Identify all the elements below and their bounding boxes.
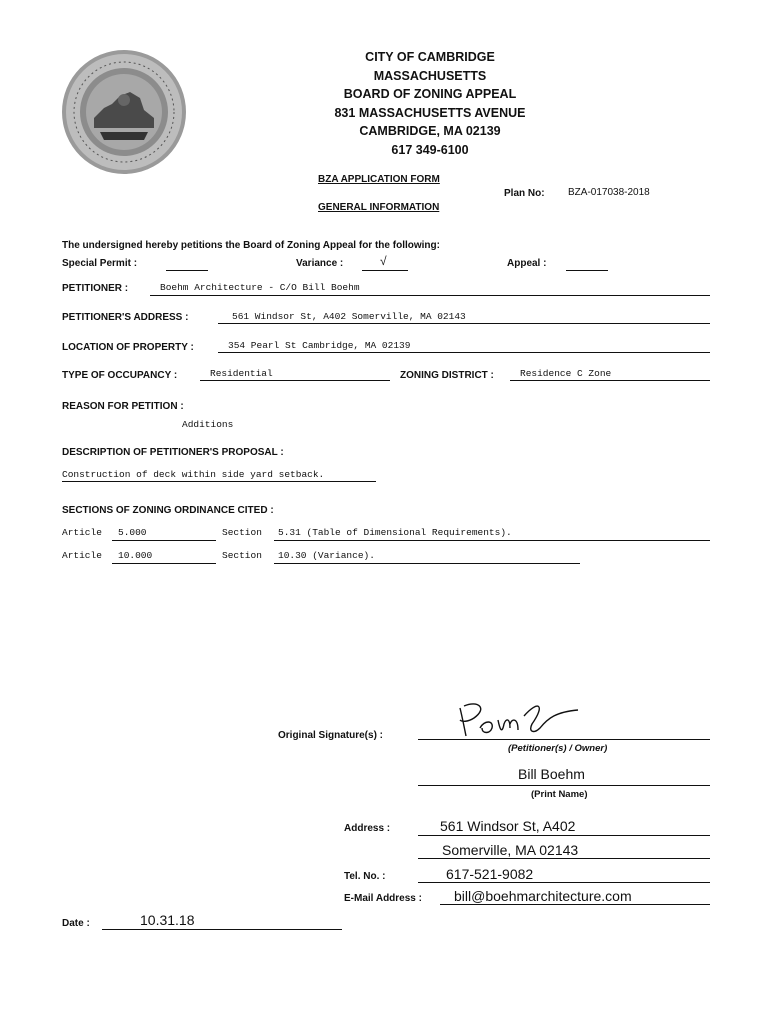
address-label: PETITIONER'S ADDRESS : [62, 312, 189, 323]
location-label: LOCATION OF PROPERTY : [62, 342, 194, 353]
description-value: Construction of deck within side yard setback. [62, 469, 325, 480]
article-label-1: Article [62, 527, 102, 538]
signature-label: Original Signature(s) : [278, 730, 384, 741]
plan-label: Plan No: [504, 188, 545, 199]
district-line [510, 380, 710, 381]
header-board: BOARD OF ZONING APPEAL [343, 87, 517, 101]
tel-line [418, 882, 710, 883]
address-sig-underline1 [418, 835, 710, 836]
header-street: 831 MASSACHUSETTS AVENUE [334, 105, 526, 120]
petition-intro: The undersigned hereby petitions the Board of Zoning Appeal for the following: [62, 240, 440, 251]
address-sig-line1: 561 Windsor St, A402 [440, 818, 576, 834]
occupancy-line [200, 380, 390, 381]
description-label: DESCRIPTION OF PETITIONER'S PROPOSAL : [62, 447, 284, 458]
date-label: Date : [62, 918, 90, 929]
location-value: 354 Pearl St Cambridge, MA 02139 [228, 340, 411, 351]
plan-number: BZA-017038-2018 [568, 187, 650, 198]
header-city: CITY OF CAMBRIDGE [365, 50, 495, 64]
section-label-1: Section [222, 527, 262, 538]
print-name-label: (Print Name) [531, 789, 588, 800]
handwritten-signature [448, 698, 598, 742]
tel-value: 617-521-9082 [446, 866, 534, 882]
article-value-2: 10.000 [118, 550, 153, 561]
form-title: BZA APPLICATION FORM [318, 174, 440, 185]
reason-label: REASON FOR PETITION : [62, 401, 184, 412]
section-line-2 [274, 563, 580, 564]
print-name-value: Bill Boehm [518, 766, 585, 782]
petitioner-line [150, 295, 710, 296]
location-line [218, 352, 710, 353]
district-value: Residence C Zone [520, 368, 612, 379]
email-value: bill@boehmarchitecture.com [454, 888, 632, 904]
petitioner-role: (Petitioner(s) / Owner) [508, 743, 608, 754]
section-value-2: 10.30 (Variance). [278, 550, 375, 561]
appeal-line [566, 270, 608, 271]
section-value-1: 5.31 (Table of Dimensional Requirements). [278, 527, 512, 538]
header-state: MASSACHUSETTS [373, 68, 487, 83]
reason-value: Additions [182, 419, 234, 430]
form-subtitle: GENERAL INFORMATION [318, 202, 440, 213]
occupancy-label: TYPE OF OCCUPANCY : [62, 370, 178, 381]
special-permit-label: Special Permit : [62, 258, 138, 269]
variance-line [362, 270, 408, 271]
special-permit-line [166, 270, 208, 271]
address-sig-line2: Somerville, MA 02143 [442, 842, 579, 858]
date-value: 10.31.18 [140, 912, 195, 928]
petitioner-label: PETITIONER : [62, 283, 129, 294]
article-label-2: Article [62, 550, 102, 561]
tel-label: Tel. No. : [344, 871, 386, 882]
date-line [102, 929, 342, 930]
print-name-line [418, 785, 710, 786]
city-seal-icon [60, 48, 188, 176]
variance-checkmark: √ [380, 254, 387, 268]
section-label-2: Section [222, 550, 262, 561]
address-sig-underline2 [418, 858, 710, 859]
description-line [62, 481, 376, 482]
petitioner-value: Boehm Architecture - C/O Bill Boehm [160, 282, 360, 293]
appeal-label: Appeal : [507, 258, 547, 269]
signature-line [418, 739, 710, 740]
header-phone: 617 349-6100 [391, 142, 469, 157]
district-label: ZONING DISTRICT : [400, 370, 494, 381]
address-value: 561 Windsor St, A402 Somerville, MA 02143 [232, 311, 466, 322]
article-line-2 [112, 563, 216, 564]
variance-label: Variance : [296, 258, 344, 269]
article-line-1 [112, 540, 216, 541]
article-value-1: 5.000 [118, 527, 147, 538]
address-line [218, 323, 710, 324]
header-city-zip: CAMBRIDGE, MA 02139 [359, 124, 501, 138]
address-sig-label: Address : [344, 823, 391, 834]
section-line-1 [274, 540, 710, 541]
email-label: E-Mail Address : [344, 893, 422, 904]
email-line [440, 904, 710, 905]
sections-label: SECTIONS OF ZONING ORDINANCE CITED : [62, 505, 274, 516]
occupancy-value: Residential [210, 368, 273, 379]
